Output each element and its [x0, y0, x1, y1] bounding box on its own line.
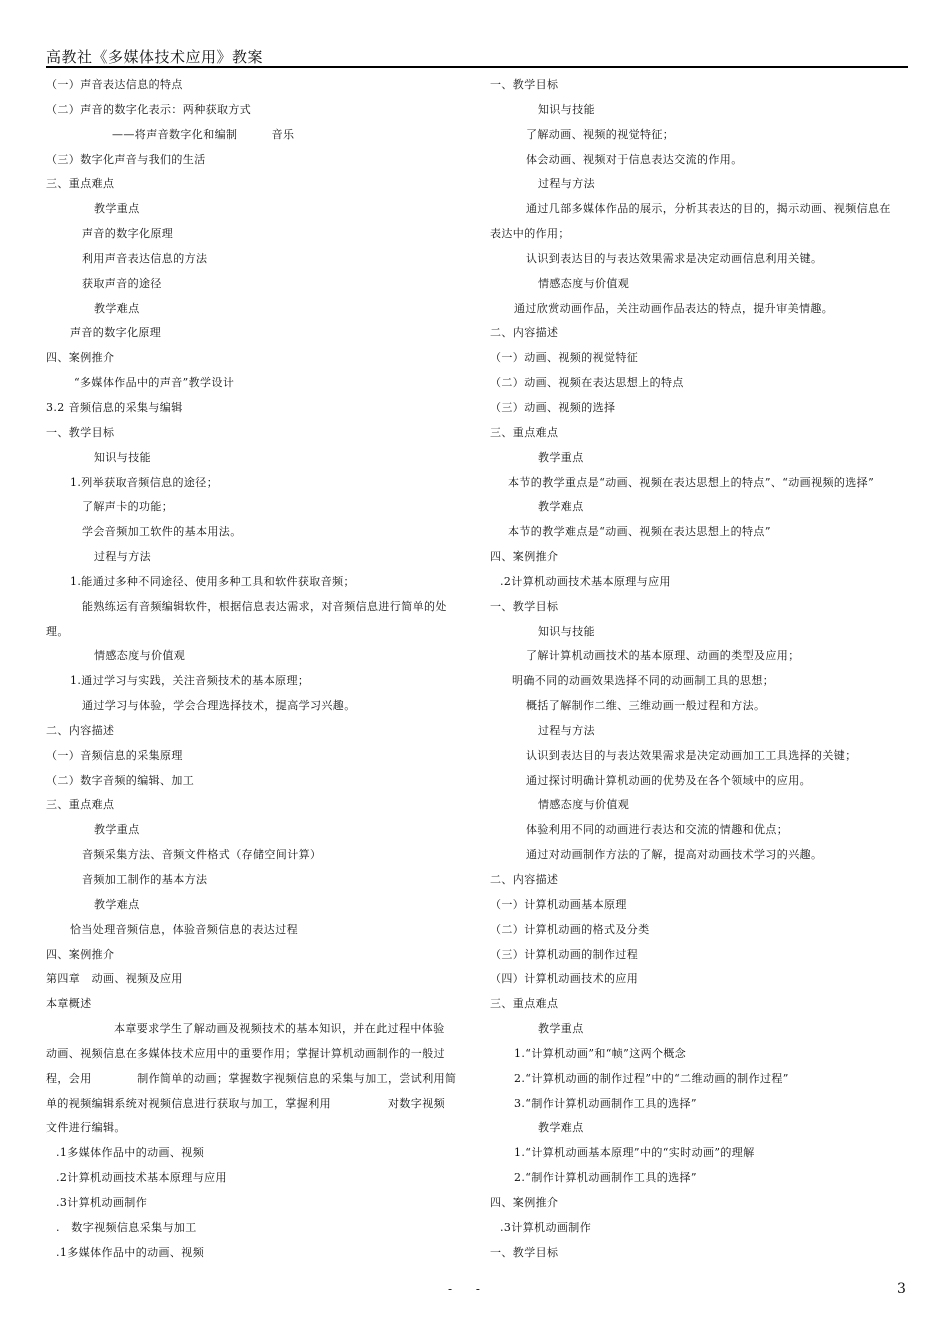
text-line: 认识到表达目的与表达效果需求是决定动画加工工具选择的关键； [526, 748, 857, 762]
text-line: 学会音频加工软件的基本用法。 [82, 525, 242, 539]
text-line: 二、内容描述 [490, 873, 559, 886]
text-line: 情感态度与价值观 [538, 276, 630, 290]
text-line: 教学难点 [94, 897, 140, 911]
text-line: 恰当处理音频信息，体验音频信息的表达过程 [70, 922, 298, 936]
text-line: 四、案例推介 [490, 550, 559, 564]
right-column [490, 76, 910, 1269]
text-line: 第四章 动画、视频及应用 [46, 972, 183, 986]
text-line: 通过几部多媒体作品的展示，分析其表达的目的，揭示动画、视频信息在 [526, 202, 891, 216]
text-line: 知识与技能 [94, 450, 151, 464]
text-line: 三、重点难点 [46, 177, 115, 191]
text-line: 单的视频编辑系统对视频信息进行获取与加工，掌握利用 对数字视频 [46, 1096, 445, 1110]
text-line: 通过探讨明确计算机动画的优势及在各个领域中的应用。 [526, 773, 811, 787]
text-line: 认识到表达目的与表达效果需求是决定动画信息利用关键。 [526, 251, 823, 265]
page-number: 3 [897, 1281, 906, 1297]
text-line: .1多媒体作品中的动画、视频 [56, 1245, 205, 1259]
text-line: 利用声音表达信息的方法 [82, 251, 208, 265]
text-line: 表达中的作用； [490, 227, 570, 241]
text-line: （二）动画、视频在表达思想上的特点 [490, 376, 684, 390]
text-line: ——将声音数字化和编制 音乐 [112, 127, 295, 141]
text-line: .3计算机动画制作 [56, 1195, 148, 1209]
footer-mark: - - [448, 1282, 490, 1296]
text-line: 教学重点 [538, 1022, 584, 1036]
text-line: （三）动画、视频的选择 [490, 400, 616, 414]
text-line: 一、教学目标 [490, 1245, 559, 1259]
text-line: （二）声音的数字化表示：两种获取方式 [46, 102, 252, 116]
text-line: 2.“计算机动画的制作过程”中的“二维动画的制作过程” [514, 1071, 789, 1085]
text-line: 一、教学目标 [46, 425, 115, 439]
text-line: 过程与方法 [538, 177, 595, 191]
text-line: 教学重点 [538, 450, 584, 464]
text-line: 四、案例推介 [490, 1195, 559, 1209]
text-line: 本章要求学生了解动画及视频技术的基本知识，并在此过程中体验 [114, 1022, 445, 1036]
text-line: 1.“计算机动画”和“帧”这两个概念 [514, 1046, 687, 1060]
text-line: 动画、视频信息在多媒体技术应用中的重要作用；掌握计算机动画制作的一般过 [46, 1046, 445, 1060]
text-line: 二、内容描述 [46, 723, 115, 737]
text-line: .1多媒体作品中的动画、视频 [56, 1146, 205, 1160]
text-line: 体验利用不同的动画进行表达和交流的情趣和优点； [526, 823, 789, 837]
text-line: （一）声音表达信息的特点 [46, 78, 183, 91]
text-line: 声音的数字化原理 [70, 326, 162, 340]
text-line: 1.能通过多种不同途径、使用多种工具和软件获取音频； [70, 574, 355, 588]
text-line: .2计算机动画技术基本原理与应用 [500, 574, 671, 588]
text-line: 三、重点难点 [46, 798, 115, 812]
text-line: （三）数字化声音与我们的生活 [46, 152, 206, 166]
text-line: （一）计算机动画基本原理 [490, 897, 627, 911]
text-line: 知识与技能 [538, 102, 595, 116]
text-line: 2.“制作计算机动画制作工具的选择” [514, 1171, 697, 1185]
text-line: 四、案例推介 [46, 351, 115, 365]
text-line: 本节的教学重点是“动画、视频在表达思想上的特点”、“动画视频的选择” [508, 475, 875, 489]
text-line: 体会动画、视频对于信息表达交流的作用。 [526, 152, 743, 166]
text-line: 音频加工制作的基本方法 [82, 873, 208, 886]
text-line: “多媒体作品中的声音”教学设计 [74, 376, 235, 390]
text-line: 1.通过学习与实践，关注音频技术的基本原理； [70, 674, 310, 688]
text-line: .3计算机动画制作 [500, 1220, 592, 1234]
text-line: . 数字视频信息采集与加工 [56, 1220, 197, 1234]
text-line: 本章概述 [46, 997, 92, 1011]
text-line: 理。 [46, 624, 69, 638]
text-line: 教学难点 [538, 500, 584, 514]
text-line: .2计算机动画技术基本原理与应用 [56, 1171, 227, 1185]
text-line: 情感态度与价值观 [538, 798, 630, 812]
left-column [46, 76, 466, 1269]
text-line: 了解计算机动画技术的基本原理、动画的类型及应用； [526, 649, 800, 663]
text-line: 程，会用 制作简单的动画；掌握数字视频信息的采集与加工，尝试利用简 [46, 1071, 457, 1085]
text-line: 一、教学目标 [490, 599, 559, 613]
text-line: 文件进行编辑。 [46, 1121, 126, 1135]
text-line: 过程与方法 [94, 550, 151, 564]
text-line: 三、重点难点 [490, 997, 559, 1011]
text-line: （四）计算机动画技术的应用 [490, 972, 639, 986]
text-line: 3.“制作计算机动画制作工具的选择” [514, 1096, 697, 1110]
text-line: 教学重点 [94, 823, 140, 837]
text-line: 1.列举获取音频信息的途径； [70, 475, 219, 489]
text-line: 知识与技能 [538, 624, 595, 638]
text-line: 教学难点 [94, 301, 140, 315]
page-header [46, 44, 908, 68]
text-line: 概括了解制作二维、三维动画一般过程和方法。 [526, 699, 766, 713]
text-line: （一）音频信息的采集原理 [46, 748, 183, 762]
text-line: 教学重点 [94, 202, 140, 216]
text-line: 能熟练运有音频编辑软件，根据信息表达需求，对音频信息进行简单的处 [82, 599, 447, 613]
text-line: （三）计算机动画的制作过程 [490, 947, 639, 961]
text-line: 情感态度与价值观 [94, 649, 186, 663]
text-line: 教学难点 [538, 1121, 584, 1135]
text-line: 了解声卡的功能； [82, 500, 174, 514]
text-line: 一、教学目标 [490, 78, 559, 91]
text-line: 明确不同的动画效果选择不同的动画制工具的思想； [512, 674, 775, 688]
text-line: 声音的数字化原理 [82, 227, 174, 241]
text-line: 了解动画、视频的视觉特征； [526, 127, 675, 141]
text-line: 四、案例推介 [46, 947, 115, 961]
text-line: 通过欣赏动画作品，关注动画作品表达的特点，提升审美情趣。 [514, 301, 834, 315]
text-line: （二）计算机动画的格式及分类 [490, 922, 650, 936]
text-line: 1.“计算机动画基本原理”中的“实时动画”的理解 [514, 1146, 755, 1160]
text-line: 音频采集方法、音频文件格式（存储空间计算） [82, 848, 322, 862]
text-line: 三、重点难点 [490, 425, 559, 439]
text-line: （二）数字音频的编辑、加工 [46, 773, 195, 787]
header-title: 高教社《多媒体技术应用》教案 [46, 48, 264, 66]
text-line: 3.2 音频信息的采集与编辑 [46, 400, 183, 414]
text-line: 获取声音的途径 [82, 276, 162, 290]
text-line: 过程与方法 [538, 723, 595, 737]
text-line: （一）动画、视频的视觉特征 [490, 351, 639, 365]
text-line: 本节的教学难点是“动画、视频在表达思想上的特点” [508, 525, 771, 539]
text-line: 通过学习与体验，学会合理选择技术，提高学习兴趣。 [82, 699, 356, 713]
text-line: 通过对动画制作方法的了解，提高对动画技术学习的兴趣。 [526, 848, 823, 862]
text-line: 二、内容描述 [490, 326, 559, 340]
